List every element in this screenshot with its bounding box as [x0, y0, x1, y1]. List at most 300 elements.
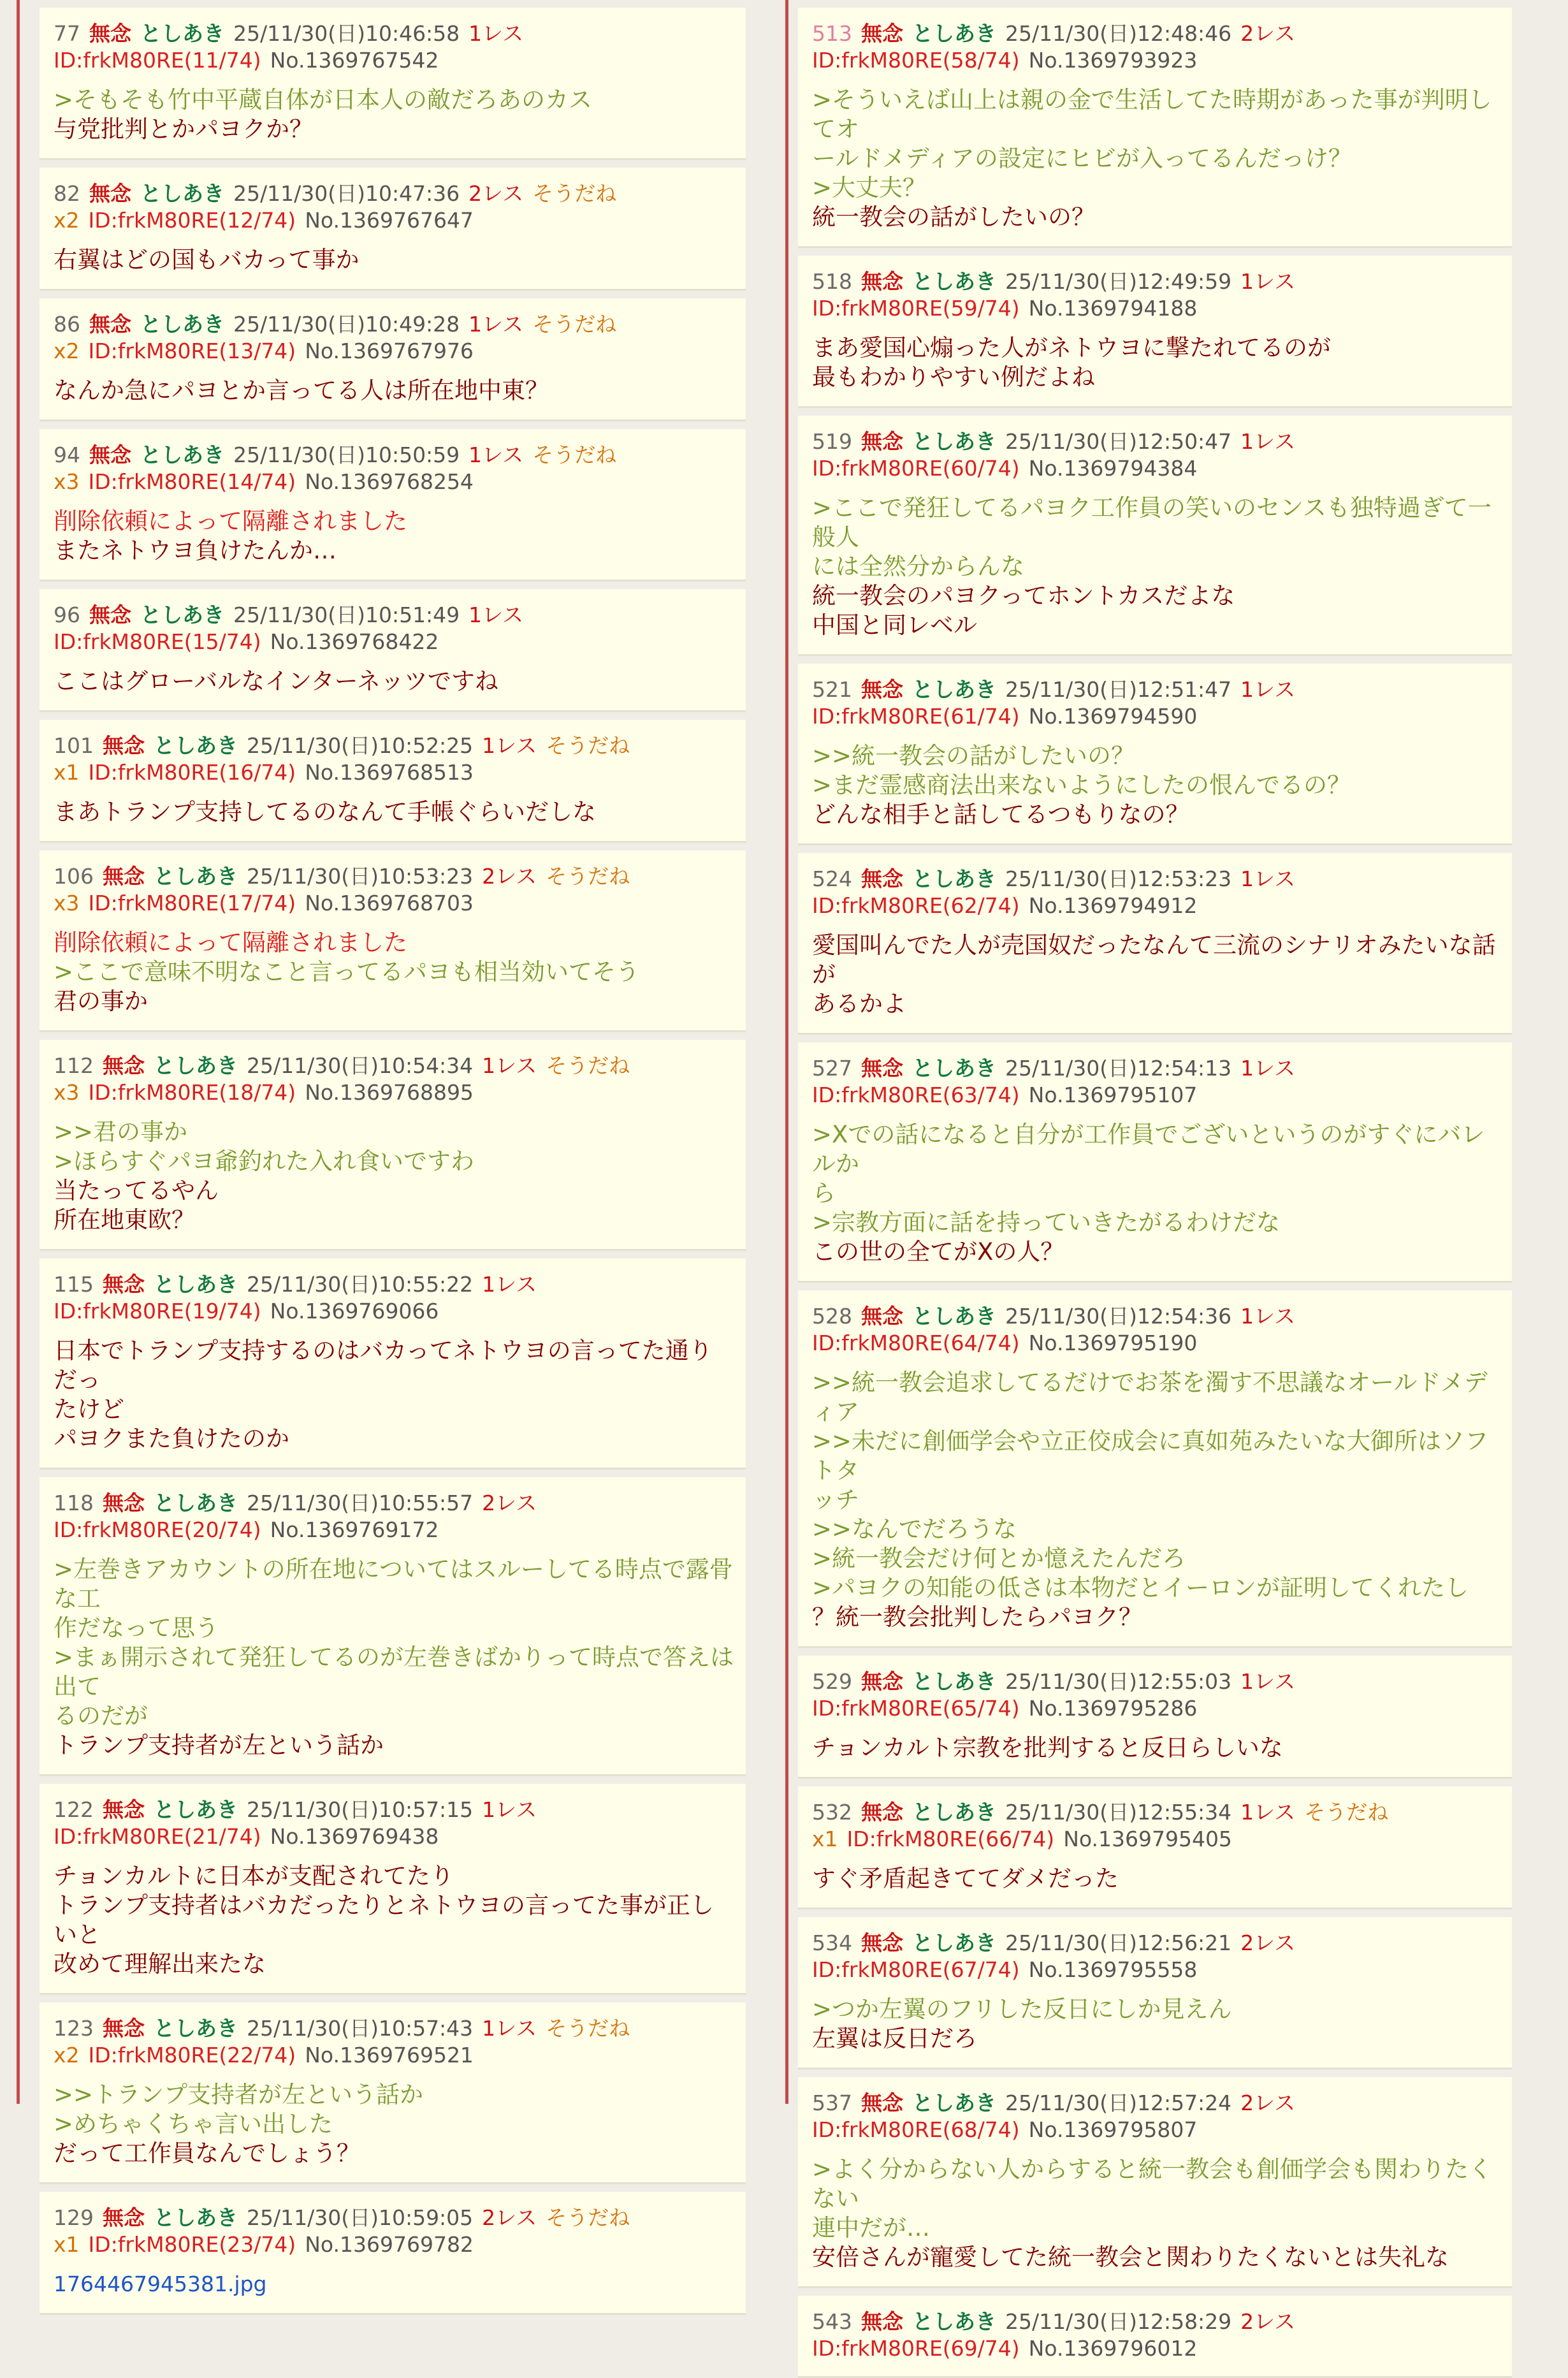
post-number[interactable]: 96 — [54, 602, 80, 627]
post-no[interactable]: No.1369796012 — [1028, 2336, 1198, 2361]
reply-count-link[interactable]: 1レス — [468, 602, 524, 627]
post-subject: 無念 — [103, 1491, 145, 1515]
reply-count-link[interactable]: 2レス — [1240, 2090, 1296, 2115]
post-item — [40, 1784, 746, 1995]
body-line: ここはグローバルなインターネッツですね — [54, 667, 498, 695]
post-body — [54, 667, 734, 696]
post-item — [40, 720, 746, 843]
body-line: 当たってるやん — [54, 1177, 219, 1204]
reply-count-link[interactable]: 1レス — [1240, 1056, 1296, 1081]
post-item — [798, 1290, 1512, 1648]
post-no[interactable]: No.1369794384 — [1028, 456, 1198, 481]
post-number[interactable]: 521 — [812, 677, 852, 702]
post-header — [812, 1930, 1500, 1983]
poster-id[interactable]: ID:frkM80RE(64/74) — [812, 1331, 1020, 1355]
reply-count-link[interactable]: 1レス — [482, 1272, 537, 1297]
post-header — [812, 428, 1500, 482]
post-subject: 無念 — [89, 21, 131, 46]
post-number[interactable]: 534 — [812, 1930, 852, 1955]
poster-id[interactable]: ID:frkM80RE(16/74) — [88, 760, 296, 785]
quote-line: ら — [812, 1179, 836, 1207]
post-number[interactable]: 122 — [54, 1797, 94, 1822]
quote-line: >そもそも竹中平蔵自体が日本人の敵だろあのカス — [54, 86, 593, 113]
post-no[interactable]: No.1369794188 — [1028, 296, 1198, 321]
poster-name: としあき — [140, 442, 224, 467]
soudane-button[interactable]: そうだねx2 — [54, 2016, 630, 2068]
quote-line: >そういえば山上は親の金で生活してた時期があった事が判明してオ — [812, 86, 1492, 143]
post-body — [54, 2080, 734, 2168]
post-body — [54, 2270, 734, 2299]
post-body — [54, 1336, 734, 1454]
post-item — [798, 1917, 1512, 2069]
poster-id[interactable]: ID:frkM80RE(14/74) — [88, 469, 296, 494]
reply-count-link[interactable]: 1レス — [468, 21, 524, 46]
post-datetime: 25/11/30(日)10:52:25 — [247, 733, 474, 758]
quote-line: るのだが — [54, 1702, 148, 1730]
post-subject: 無念 — [103, 1797, 145, 1822]
post-datetime: 25/11/30(日)12:53:23 — [1005, 866, 1232, 891]
post-subject: 無念 — [103, 1272, 145, 1297]
post-number[interactable]: 518 — [812, 269, 852, 294]
poster-id[interactable]: ID:frkM80RE(59/74) — [812, 296, 1020, 321]
post-body — [54, 85, 734, 144]
post-item — [40, 589, 746, 712]
reply-count-link[interactable]: 2レス — [1240, 2309, 1296, 2334]
poster-id[interactable]: ID:frkM80RE(17/74) — [88, 891, 296, 915]
post-number[interactable]: 101 — [54, 733, 94, 758]
body-line: 愛国叫んでた人が売国奴だったなんて三流のシナリオみたいな話が — [812, 931, 1496, 988]
post-item — [40, 1477, 746, 1776]
post-number[interactable]: 524 — [812, 866, 852, 891]
quote-line: >パヨクの知能の低さは本物だとイーロンが証明してくれたし — [812, 1574, 1469, 1601]
poster-id[interactable]: ID:frkM80RE(12/74) — [88, 208, 296, 233]
body-line: すぐ矛盾起きててダメだった — [812, 1865, 1119, 1892]
post-body — [812, 2155, 1500, 2272]
soudane-button[interactable]: そうだねx1 — [54, 2205, 630, 2257]
post-body — [54, 1555, 734, 1760]
post-header — [812, 1303, 1500, 1357]
post-subject: 無念 — [89, 312, 131, 337]
body-line: だって工作員なんでしょう？ — [54, 2140, 360, 2167]
quote-line: ールドメディアの設定にヒビが入ってるんだっけ？ — [812, 145, 1352, 172]
post-subject: 無念 — [861, 677, 903, 702]
post-number[interactable]: 86 — [54, 312, 80, 337]
reply-count-link[interactable]: 1レス — [1240, 429, 1296, 454]
post-no[interactable]: No.1369794590 — [1028, 704, 1198, 729]
post-number[interactable]: 82 — [54, 181, 80, 206]
poster-id[interactable]: ID:frkM80RE(69/74) — [812, 2336, 1020, 2361]
body-line: なんか急にパヨとか言ってる人は所在地中東？ — [54, 377, 549, 404]
post-datetime: 25/11/30(日)12:58:29 — [1005, 2309, 1232, 2334]
post-number[interactable]: 129 — [54, 2205, 94, 2230]
post-header — [54, 1797, 734, 1850]
post-datetime: 25/11/30(日)10:54:34 — [247, 1053, 474, 1078]
post-datetime: 25/11/30(日)12:54:13 — [1005, 1056, 1232, 1081]
soudane-button[interactable]: そうだねx3 — [54, 864, 630, 915]
reply-count-link[interactable]: 1レス — [482, 733, 537, 758]
poster-id[interactable]: ID:frkM80RE(61/74) — [812, 704, 1020, 729]
post-no[interactable]: No.1369768895 — [305, 1080, 474, 1105]
deleted-notice: 削除依頼によって隔離されました — [54, 929, 407, 956]
poster-id[interactable]: ID:frkM80RE(23/74) — [88, 2232, 296, 2257]
soudane-button[interactable]: そうだねx2 — [54, 181, 617, 233]
quote-line: >>トランプ支持者が左という話か — [54, 2081, 424, 2108]
post-number[interactable]: 106 — [54, 864, 94, 889]
post-subject: 無念 — [89, 602, 131, 627]
post-datetime: 25/11/30(日)10:47:36 — [233, 181, 460, 206]
poster-name: としあき — [912, 677, 996, 702]
post-number[interactable]: 118 — [54, 1491, 94, 1515]
post-header — [812, 1668, 1500, 1722]
reply-count-link[interactable]: 2レス — [1240, 1930, 1296, 1955]
post-datetime: 25/11/30(日)12:54:36 — [1005, 1304, 1232, 1329]
post-subject: 無念 — [861, 1800, 903, 1825]
poster-name: としあき — [912, 1930, 996, 1955]
body-line: またネトウヨ負けたんか… — [54, 537, 337, 564]
post-item — [798, 1786, 1512, 1909]
poster-id[interactable]: ID:frkM80RE(67/74) — [812, 1957, 1020, 1982]
poster-name: としあき — [912, 866, 996, 891]
post-datetime: 25/11/30(日)12:49:59 — [1005, 269, 1232, 294]
body-line: チョンカルトに日本が支配されてたり — [54, 1862, 454, 1890]
reply-count-link[interactable]: 2レス — [468, 181, 524, 206]
post-number[interactable]: 519 — [812, 429, 852, 454]
poster-name: としあき — [912, 2090, 996, 2115]
post-subject: 無念 — [861, 2090, 903, 2115]
reply-count-link[interactable]: 1レス — [482, 2016, 537, 2041]
body-line: パヨクまた負けたのか — [54, 1425, 289, 1452]
post-header — [54, 1271, 734, 1325]
post-no[interactable]: No.1369769521 — [305, 2043, 474, 2068]
quote-line: には全然分からんな — [812, 553, 1024, 580]
post-subject: 無念 — [861, 1930, 903, 1955]
poster-name: としあき — [154, 1797, 238, 1822]
post-no[interactable]: No.1369795286 — [1028, 1696, 1198, 1721]
post-subject: 無念 — [861, 269, 903, 294]
post-no[interactable]: No.1369769782 — [305, 2232, 474, 2257]
post-item — [798, 8, 1512, 248]
attached-file-link[interactable]: 1764467945381.jpg — [54, 2272, 267, 2296]
quote-line: ッチ — [812, 1486, 859, 1514]
post-number[interactable]: 94 — [54, 442, 80, 467]
post-body — [812, 741, 1500, 829]
quote-line: >つか左翼のフリした反日にしか見えん — [812, 1995, 1232, 2023]
poster-name: としあき — [154, 1053, 238, 1078]
quote-line: >>統一教会追求してるだけでお茶を濁す不思議なオールドメディア — [812, 1369, 1488, 1426]
post-no[interactable]: No.1369767542 — [270, 48, 439, 73]
post-body — [54, 1862, 734, 1979]
poster-id[interactable]: ID:frkM80RE(18/74) — [88, 1080, 296, 1105]
post-item — [40, 1258, 746, 1470]
post-number[interactable]: 513 — [812, 21, 852, 46]
quote-line: >ここで発狂してるパヨク工作員の笑いのセンスも独特過ぎて一般人 — [812, 494, 1492, 551]
post-number[interactable]: 543 — [812, 2309, 852, 2334]
quote-line: 作だなって思う — [54, 1614, 219, 1642]
quote-line: 連中だが… — [812, 2214, 930, 2242]
post-number[interactable]: 528 — [812, 1304, 852, 1329]
reply-count-link[interactable]: 2レス — [482, 2205, 537, 2230]
poster-name: としあき — [912, 21, 996, 46]
post-subject: 無念 — [861, 1056, 903, 1081]
body-line: トランプ支持者はバカだったりとネトウヨの言ってた事が正しいと — [54, 1892, 714, 1948]
post-datetime: 25/11/30(日)12:48:46 — [1005, 21, 1232, 46]
post-no[interactable]: No.1369767976 — [305, 339, 474, 363]
reply-count-link[interactable]: 1レス — [1240, 1800, 1296, 1825]
post-datetime: 25/11/30(日)10:49:28 — [233, 312, 460, 337]
quote-line: >ほらすぐパヨ爺釣れた入れ食いですわ — [54, 1148, 475, 1175]
left-thread-column[interactable] — [17, 0, 762, 2296]
post-body — [812, 493, 1500, 640]
poster-id[interactable]: ID:frkM80RE(58/74) — [812, 48, 1020, 73]
poster-id[interactable]: ID:frkM80RE(65/74) — [812, 1696, 1020, 1721]
poster-id[interactable]: ID:frkM80RE(21/74) — [54, 1824, 261, 1849]
poster-name: としあき — [154, 864, 238, 889]
post-datetime: 25/11/30(日)10:51:49 — [233, 602, 460, 627]
post-no[interactable]: No.1369769438 — [270, 1824, 439, 1849]
post-header — [54, 442, 734, 495]
post-datetime: 25/11/30(日)10:57:43 — [247, 2016, 474, 2041]
poster-name: としあき — [140, 21, 224, 46]
post-item — [40, 1040, 746, 1251]
reply-count-link[interactable]: 1レス — [482, 1797, 537, 1822]
post-item — [40, 168, 746, 291]
post-item — [798, 1656, 1512, 1779]
post-datetime: 25/11/30(日)12:57:24 — [1005, 2090, 1232, 2115]
post-no[interactable]: No.1369769066 — [270, 1299, 439, 1324]
body-line: どんな相手と話してるつもりなの？ — [812, 801, 1189, 828]
post-header — [812, 2090, 1500, 2143]
post-header — [812, 268, 1500, 322]
post-number[interactable]: 115 — [54, 1272, 94, 1297]
post-subject: 無念 — [103, 2016, 145, 2041]
post-subject: 無念 — [861, 866, 903, 891]
reply-count-link[interactable]: 1レス — [468, 312, 524, 337]
post-no[interactable]: No.1369795405 — [1063, 1827, 1232, 1851]
body-line: 君の事か — [54, 988, 148, 1015]
post-item — [798, 664, 1512, 845]
post-item — [40, 850, 746, 1032]
poster-name: としあき — [912, 269, 996, 294]
post-body — [54, 798, 734, 827]
body-line: 日本でトランプ支持するのはバカってネトウヨの言ってた通りだっ — [54, 1337, 713, 1394]
body-line: 最もわかりやすい例だよね — [812, 363, 1095, 391]
post-no[interactable]: No.1369795807 — [1028, 2117, 1198, 2142]
quote-line: >まぁ開示されて発狂してるのが左巻きばかりって時点で答えは出て — [54, 1644, 734, 1700]
post-no[interactable]: No.1369768422 — [270, 629, 439, 654]
reply-count-link[interactable]: 1レス — [1240, 677, 1296, 702]
quote-line: >>統一教会の話がしたいの？ — [812, 742, 1135, 770]
post-header — [54, 863, 734, 917]
post-datetime: 25/11/30(日)12:55:34 — [1005, 1800, 1232, 1825]
post-body — [812, 1995, 1500, 2053]
poster-name: としあき — [912, 1800, 996, 1825]
body-line: まあトランプ支持してるのなんて手帳ぐらいだしな — [54, 798, 596, 826]
post-datetime: 25/11/30(日)12:55:03 — [1005, 1669, 1232, 1694]
poster-id[interactable]: ID:frkM80RE(19/74) — [54, 1299, 261, 1324]
body-line: 右翼はどの国もバカって事か — [54, 246, 359, 274]
post-body — [812, 1864, 1500, 1893]
poster-id[interactable]: ID:frkM80RE(60/74) — [812, 456, 1020, 481]
post-header — [54, 180, 734, 234]
body-line: 安倍さんが寵愛してた統一教会と関わりたくないとは失礼な — [812, 2243, 1449, 2271]
post-header — [812, 2309, 1500, 2362]
post-body — [54, 245, 734, 275]
soudane-button[interactable]: そうだねx2 — [54, 312, 617, 363]
post-number[interactable]: 537 — [812, 2090, 852, 2115]
post-item — [40, 8, 746, 160]
quote-line: >>未だに創価学会や立正佼成会に真如苑みたいな大御所はソフトタ — [812, 1427, 1489, 1484]
poster-name: としあき — [912, 429, 996, 454]
post-item — [40, 2002, 746, 2184]
post-no[interactable]: No.1369768254 — [305, 469, 474, 494]
post-body — [812, 1733, 1500, 1763]
soudane-button[interactable]: そうだねx1 — [54, 733, 630, 785]
post-datetime: 25/11/30(日)10:46:58 — [233, 21, 460, 46]
post-no[interactable]: No.1369768703 — [305, 891, 474, 915]
post-header — [54, 733, 734, 786]
quote-line: >左巻きアカウントの所在地についてはスルーしてる時点で露骨な工 — [54, 1556, 733, 1612]
post-item — [40, 429, 746, 581]
right-thread-column[interactable] — [785, 0, 1531, 2361]
reply-count-link[interactable]: 1レス — [482, 1053, 537, 1078]
quote-line: >宗教方面に話を持っていきたがるわけだな — [812, 1209, 1281, 1236]
quote-line: >まだ霊感商法出来ないようにしたの恨んでるの？ — [812, 771, 1351, 799]
post-subject: 無念 — [89, 181, 131, 206]
poster-name: としあき — [912, 1056, 996, 1081]
post-header — [54, 602, 734, 655]
post-number[interactable]: 532 — [812, 1800, 852, 1825]
post-datetime: 25/11/30(日)10:53:23 — [247, 864, 474, 889]
post-header — [812, 676, 1500, 730]
quote-line: >よく分からない人からすると統一教会も創価学会も関わりたくない — [812, 2156, 1493, 2212]
reply-count-link[interactable]: 1レス — [1240, 269, 1296, 294]
post-no[interactable]: No.1369768513 — [305, 760, 474, 785]
post-item — [798, 2296, 1512, 2378]
body-line: 統一教会のパヨクってホントカスだよな — [812, 582, 1235, 609]
body-line: 所在地東欧？ — [54, 1206, 195, 1234]
body-line: 統一教会の話がしたいの？ — [812, 203, 1095, 231]
reply-count-link[interactable]: 1レス — [1240, 1304, 1296, 1329]
post-header — [54, 2015, 734, 2069]
reply-count-link[interactable]: 2レス — [1240, 21, 1296, 46]
post-body — [812, 85, 1500, 232]
poster-id[interactable]: ID:frkM80RE(62/74) — [812, 893, 1020, 918]
reply-count-link[interactable]: 1レス — [468, 442, 524, 467]
post-number[interactable]: 529 — [812, 1669, 852, 1694]
post-no[interactable]: No.1369767647 — [305, 208, 474, 233]
body-line: この世の全てがXの人？ — [812, 1238, 1064, 1266]
post-no[interactable]: No.1369795558 — [1028, 1957, 1198, 1982]
post-number[interactable]: 527 — [812, 1056, 852, 1081]
post-number[interactable]: 77 — [54, 21, 80, 46]
post-datetime: 25/11/30(日)10:55:22 — [247, 1272, 474, 1297]
poster-id[interactable]: ID:frkM80RE(63/74) — [812, 1083, 1020, 1107]
post-body — [54, 928, 734, 1016]
post-header — [54, 1490, 734, 1543]
poster-id[interactable]: ID:frkM80RE(66/74) — [846, 1827, 1055, 1851]
body-line: たけど — [54, 1396, 124, 1423]
post-item — [40, 298, 746, 421]
post-subject: 無念 — [103, 733, 145, 758]
post-subject: 無念 — [103, 864, 145, 889]
post-subject: 無念 — [861, 2309, 903, 2334]
post-no[interactable]: No.1369795190 — [1028, 1331, 1198, 1355]
body-line: まあ愛国心煽った人がネトウヨに撃たれてるのが — [812, 334, 1331, 361]
post-item — [798, 416, 1512, 656]
post-subject: 無念 — [103, 1053, 145, 1078]
post-no[interactable]: No.1369795107 — [1028, 1083, 1198, 1107]
reply-count-link[interactable]: 2レス — [482, 864, 537, 889]
post-header — [54, 311, 734, 365]
body-line: 与党批判とかパヨクか？ — [54, 115, 313, 143]
quote-line: >めちゃくちゃ言い出した — [54, 2110, 333, 2138]
body-line: 中国と同レベル — [812, 611, 977, 639]
quote-line: >統一教会だけ何とか憶えたんだろ — [812, 1545, 1186, 1572]
post-datetime: 25/11/30(日)12:50:47 — [1005, 429, 1232, 454]
post-datetime: 25/11/30(日)12:56:21 — [1005, 1930, 1232, 1955]
poster-id[interactable]: ID:frkM80RE(11/74) — [54, 48, 261, 73]
reply-count-link[interactable]: 1レス — [1240, 1669, 1296, 1694]
post-datetime: 25/11/30(日)12:51:47 — [1005, 677, 1232, 702]
post-subject: 無念 — [103, 2205, 145, 2230]
post-body — [812, 1368, 1500, 1632]
reply-count-link[interactable]: 2レス — [482, 1491, 537, 1515]
post-header — [54, 2205, 734, 2258]
poster-id[interactable]: ID:frkM80RE(20/74) — [54, 1517, 261, 1542]
post-datetime: 25/11/30(日)10:50:59 — [233, 442, 460, 467]
post-header — [54, 1053, 734, 1106]
post-header — [812, 20, 1500, 74]
post-number[interactable]: 112 — [54, 1053, 94, 1078]
poster-id[interactable]: ID:frkM80RE(15/74) — [54, 629, 261, 654]
post-item — [798, 256, 1512, 408]
poster-name: としあき — [154, 1272, 238, 1297]
poster-id[interactable]: ID:frkM80RE(22/74) — [88, 2043, 296, 2068]
post-subject: 無念 — [861, 21, 903, 46]
post-no[interactable]: No.1369794912 — [1028, 893, 1198, 918]
quote-line: >ここで意味不明なこと言ってるパヨも相当効いてそう — [54, 958, 640, 986]
poster-name: としあき — [912, 1669, 996, 1694]
post-body — [812, 931, 1500, 1019]
post-item — [798, 2077, 1512, 2288]
post-body — [812, 333, 1500, 392]
post-subject: 無念 — [861, 1304, 903, 1329]
body-line: 改めて理解出来たな — [54, 1950, 266, 1978]
post-datetime: 25/11/30(日)10:57:15 — [247, 1797, 474, 1822]
post-body — [54, 1118, 734, 1235]
post-no[interactable]: No.1369793923 — [1028, 48, 1198, 73]
soudane-button[interactable]: そうだねx3 — [54, 442, 617, 494]
poster-name: としあき — [154, 2205, 238, 2230]
body-line: トランプ支持者が左という話か — [54, 1732, 384, 1759]
post-number[interactable]: 123 — [54, 2016, 94, 2041]
body-line: チョンカルト宗教を批判すると反日らしいな — [812, 1734, 1283, 1762]
soudane-button[interactable]: そうだねx1 — [812, 1800, 1389, 1851]
poster-name: としあき — [140, 181, 224, 206]
poster-id[interactable]: ID:frkM80RE(13/74) — [88, 339, 296, 363]
post-header — [54, 20, 734, 74]
post-body — [812, 1120, 1500, 1267]
post-no[interactable]: No.1369769172 — [270, 1517, 439, 1542]
poster-name: としあき — [912, 2309, 996, 2334]
quote-line: >>なんでだろうな — [812, 1515, 1017, 1543]
post-header — [812, 1799, 1500, 1853]
soudane-button[interactable]: そうだねx3 — [54, 1053, 630, 1105]
reply-count-link[interactable]: 1レス — [1240, 866, 1296, 891]
poster-id[interactable]: ID:frkM80RE(68/74) — [812, 2117, 1020, 2142]
poster-name: としあき — [154, 2016, 238, 2041]
post-subject: 無念 — [861, 429, 903, 454]
